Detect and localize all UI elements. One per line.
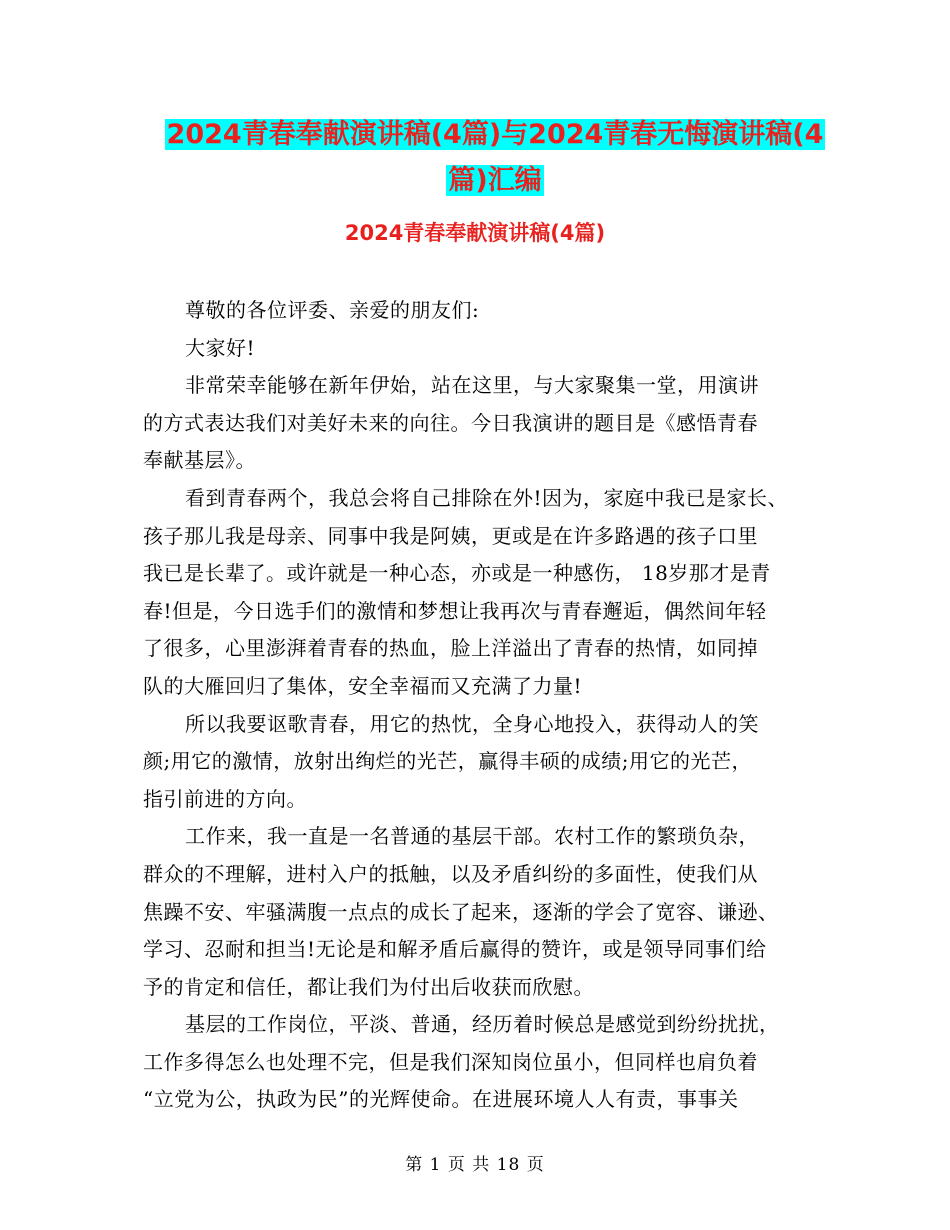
text-line: 指引前进的方向。 [143,786,307,811]
text-line: 学习、忍耐和担当!无论是和解矛盾后赢得的赞许，或是领导同事们给 [143,937,767,962]
text-line: 孩子那儿我是母亲、同事中我是阿姨，更或是在许多路遇的孩子口里 [143,523,758,548]
text-line: 工作多得怎么也处理不完，但是我们深知岗位虽小，但同样也肩负着 [143,1049,758,1074]
text-line: 工作来，我一直是一名普通的基层干部。农村工作的繁琐负杂， [185,824,759,849]
text-line: 看到青春两个，我总会将自己排除在外!因为，家庭中我已是家长、 [185,485,789,510]
text-line: 予的肯定和信任，都让我们为付出后收获而欣慰。 [143,974,594,999]
text-line: “立党为公，执政为民”的光辉使命。在进展环境人人有责，事事关 [143,1087,739,1112]
text-line: 非常荣幸能够在新年伊始，站在这里，与大家聚集一堂，用演讲 [185,373,759,398]
text-line: 队的大雁回归了集体，安全幸福而又充满了力量! [143,673,583,698]
body-text [143,292,833,1119]
page-footer: 第 1 页 共 18 页 [405,1155,545,1175]
document-title-line-1: 2024青春奉献演讲稿(4篇)与2024青春无悔演讲稿(4 [166,119,824,150]
text-line: 颜;用它的激情，放射出绚烂的光芒，赢得丰硕的成绩;用它的光芒， [143,749,752,774]
greeting-line: 大家好! [185,335,256,360]
text-line: 春!但是，今日选手们的激情和梦想让我再次与青春邂逅，偶然间年轻 [143,598,767,623]
document-title-line-2: 篇)汇编 [448,165,542,196]
text-line: 焦躁不安、牢骚满腹一点点的成长了起来，逐渐的学会了宽容、谦逊、 [143,899,779,924]
text-line: 群众的不理解，进村入户的抵触，以及矛盾纠纷的多面性，使我们从 [143,861,758,886]
text-line: 所以我要讴歌青春，用它的热忱，全身心地投入，获得动人的笑 [185,711,759,736]
text-line: 奉献基层》。 [143,448,256,473]
section-title: 2024青春奉献演讲稿(4篇) [344,221,606,245]
text-line: 我已是长辈了。或许就是一种心态，亦或是一种感伤， 18岁那才是青 [143,561,771,586]
text-line: 的方式表达我们对美好未来的向往。今日我演讲的题目是《感悟青春 [143,410,758,435]
document-title [140,112,850,204]
text-line: 了很多，心里澎湃着青春的热血，脸上洋溢出了青春的热情，如同掉 [143,636,758,661]
text-line: 基层的工作岗位，平淡、普通，经历着时候总是感觉到纷纷扰扰， [185,1012,780,1037]
salutation-line: 尊敬的各位评委、亲爱的朋友们: [185,298,480,322]
